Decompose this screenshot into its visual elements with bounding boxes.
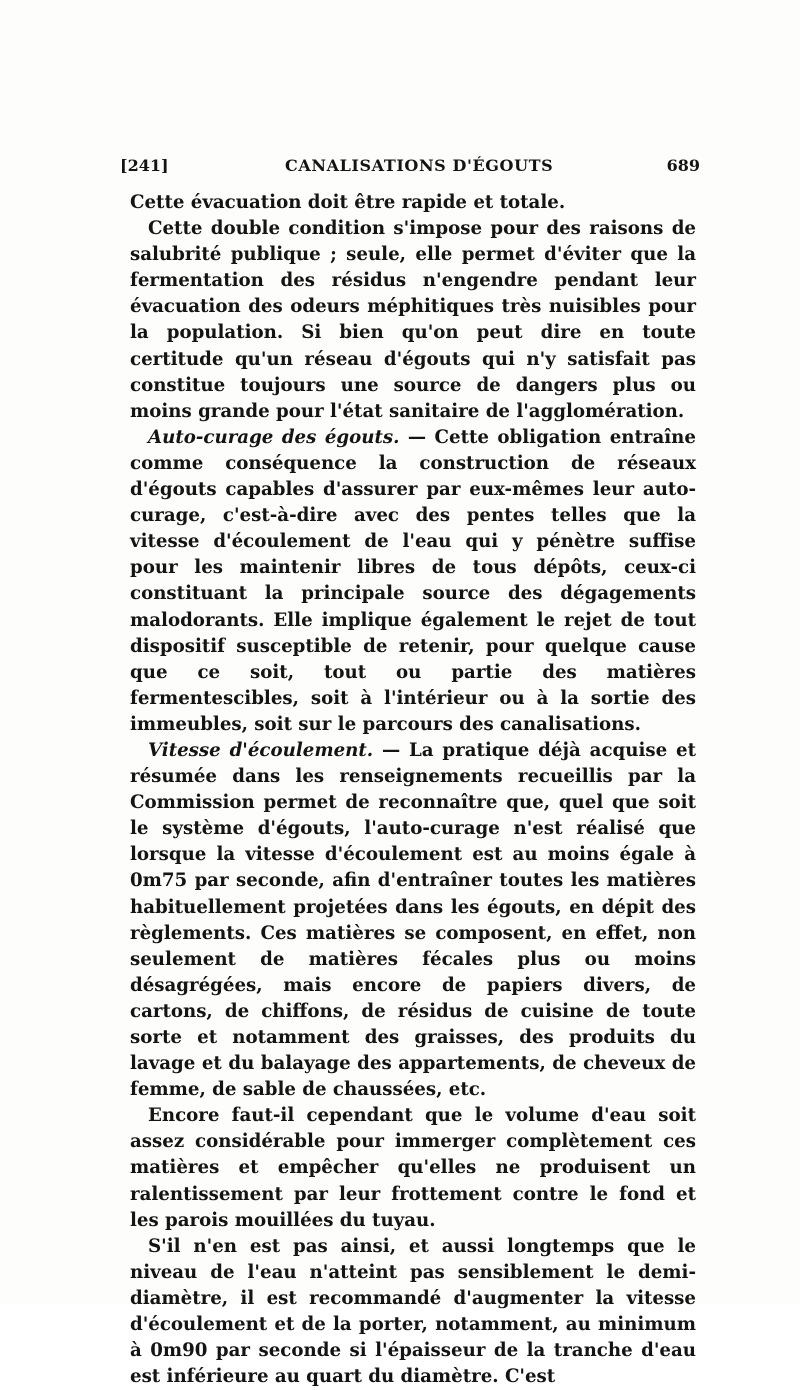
body-text (130, 190, 696, 1390)
paragraph-4 (130, 738, 696, 1103)
section-lead-auto-curage: Auto-curage des égouts. (148, 426, 400, 448)
paragraph-6 (130, 1234, 696, 1390)
paragraph-text: — La pratique déjà acquise et résumée dans les renseignements recueillis par la Commission permet de reconnaître que, quel que soit le système d'égouts, l'auto-curage n'est réalisé que lorsque la vitesse d'écoulement est au moins égale à 0m75 par seconde, afin d'entraîner toutes les matières habituellement projetées dans les égouts, en dépit des règlements. Ces matières se composent, en effet, non seulement de matières fécales plus ou moins désagrégées, mais encore de papiers divers, de cartons, de chiffons, de résidus de cuisine de toute sorte et notamment des graisses, des produits du lavage et du balayage des appartements, de cheveux de femme, de sable de chaussées, etc. (130, 739, 696, 1101)
running-header (120, 156, 700, 180)
running-title: CANALISATIONS D'ÉGOUTS (285, 156, 554, 175)
paragraph-text: — Cette obligation entraîne comme conséquence la construction de réseaux d'égouts capables d'assurer par eux-mêmes leur auto-curage, c'est-à-dire avec des pentes telles que la vitesse d'écoulement de l'eau qui y pénètre suffise pour les maintenir libres de tous dépôts, ceux-ci constituant la principale source des dégagements malodorants. Elle implique également le rejet de tout dispositif susceptible de retenir, pour quelque cause que ce soit, tout ou partie des matières fermentescibles, soit à l'intérieur ou à la sortie des immeubles, soit sur le parcours des canalisations. (130, 426, 696, 735)
page-number: 689 (666, 156, 700, 175)
paragraph-1 (130, 190, 696, 216)
paragraph-5 (130, 1103, 696, 1233)
paragraph-text: Cette évacuation doit être rapide et totale. (130, 192, 566, 213)
paragraph-text: Cette double condition s'impose pour des raisons de salubrité publique ; seule, elle permet d'éviter que la fermentation des résidus n'engendre pendant leur évacuation des odeurs méphitiques très nuisibles pour la population. Si bien qu'on peut dire en toute certitude qu'un réseau d'égouts qui n'y satisfait pas constitue toujours une source de dangers plus ou moins grande pour l'état sanitaire de l'agglomération. (130, 218, 696, 422)
paragraph-2 (130, 216, 696, 425)
page-number-bracketed: [241] (120, 156, 169, 175)
paragraph-3 (130, 425, 696, 738)
paragraph-text: S'il n'en est pas ainsi, et aussi longtemps que le niveau de l'eau n'atteint pas sensiblement le demi-diamètre, il est recommandé d'augmenter la vitesse d'écoulement et de la porter, notamment, au minimum à 0m90 par seconde si l'épaisseur de la tranche d'eau est inférieure au quart du diamètre. C'est (130, 1235, 696, 1388)
paragraph-text: Encore faut-il cependant que le volume d'eau soit assez considérable pour immerger complètement ces matières et empêcher qu'elles ne produisent un ralentissement par leur frottement contre le fond et les parois mouillées du tuyau. (130, 1105, 696, 1231)
section-lead-vitesse: Vitesse d'écoulement. (148, 739, 374, 761)
